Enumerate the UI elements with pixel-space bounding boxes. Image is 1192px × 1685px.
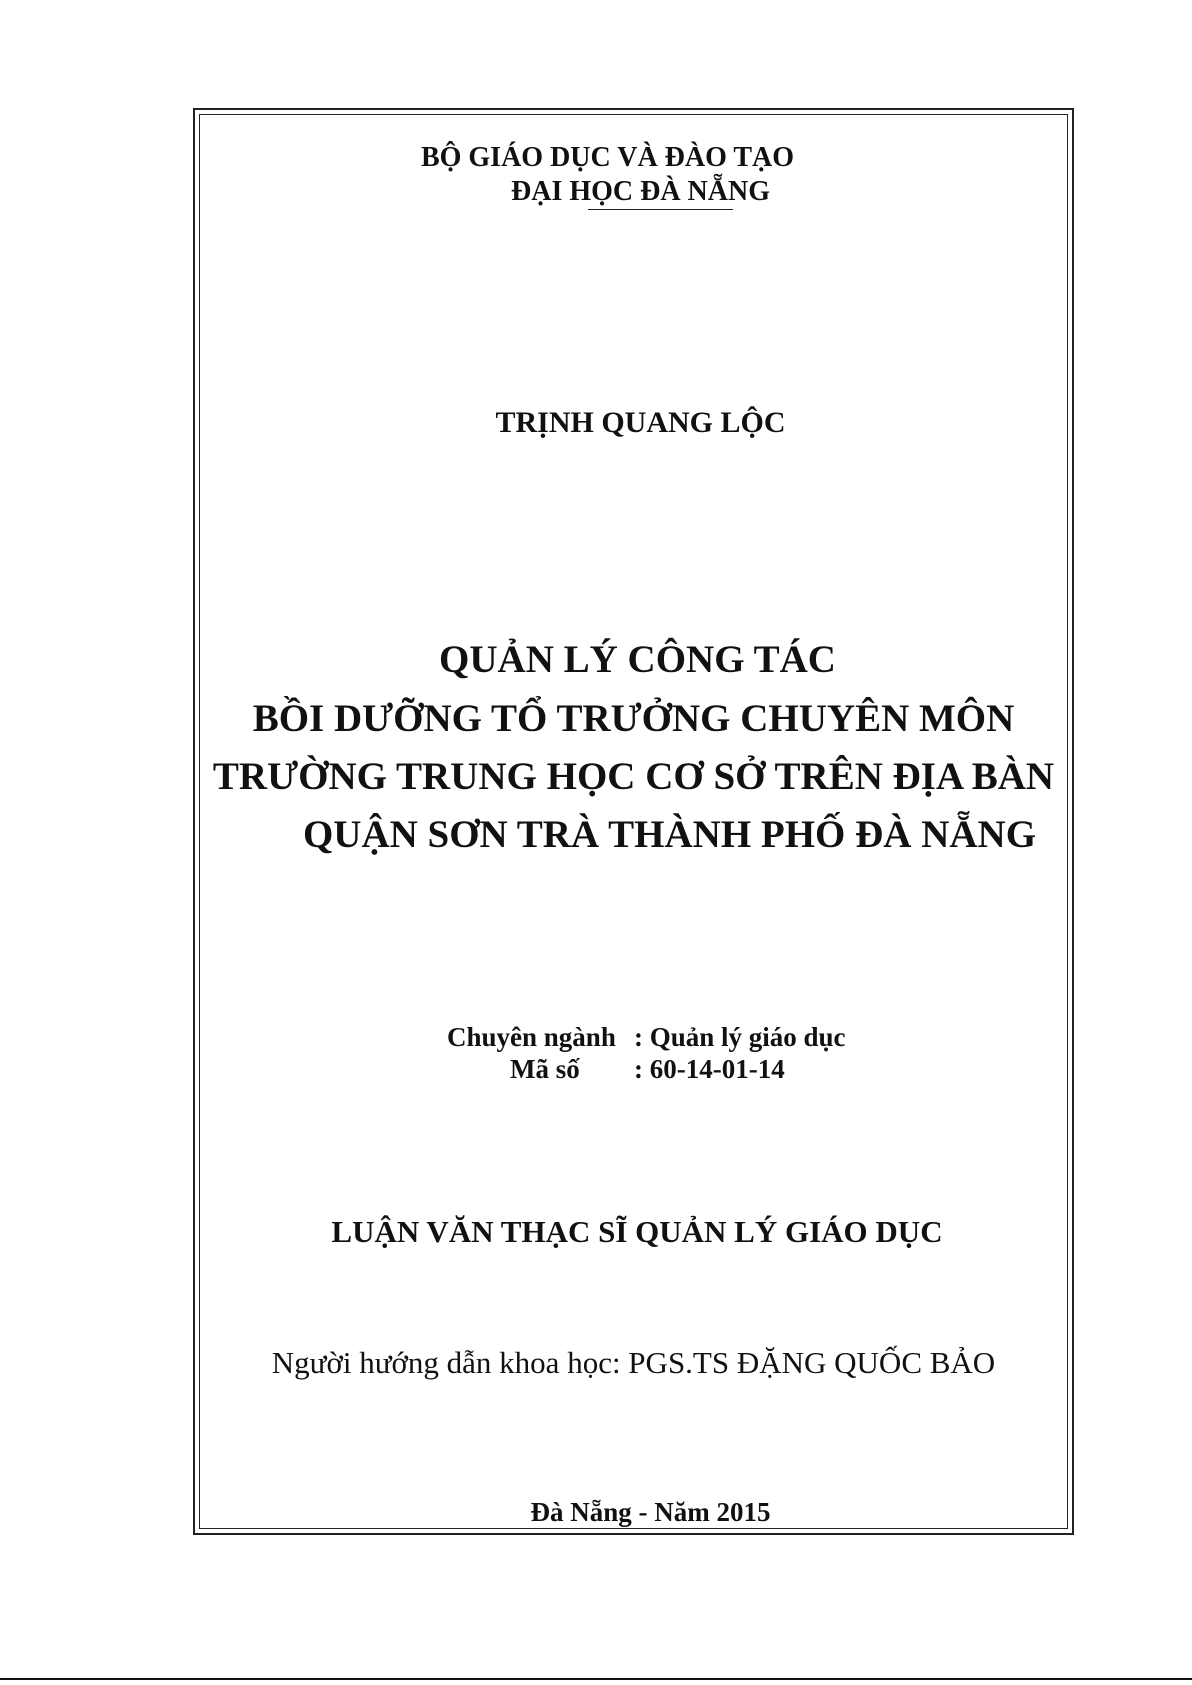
thesis-title-line-3: TRƯỜNG TRUNG HỌC CƠ SỞ TRÊN ĐỊA BÀN [212, 755, 1055, 798]
ministry-name: BỘ GIÁO DỤC VÀ ĐÀO TẠO [420, 142, 795, 173]
thesis-type: LUẬN VĂN THẠC SĨ QUẢN LÝ GIÁO DỤC [331, 1214, 943, 1249]
university-name: ĐẠI HỌC ĐÀ NẴNG [511, 176, 770, 207]
specialization-label: Chuyên ngành [447, 1022, 616, 1052]
specialization-value: : Quản lý giáo dục [634, 1022, 846, 1052]
code-label: Mã số [510, 1054, 580, 1084]
thesis-title-line-2: BỒI DƯỠNG TỔ TRƯỞNG CHUYÊN MÔN [252, 697, 1015, 740]
place-year: Đà Nẵng - Năm 2015 [530, 1497, 771, 1527]
author-name: TRỊNH QUANG LỘC [495, 406, 786, 439]
advisor: Người hướng dẫn khoa học: PGS.TS ĐẶNG QUỐC BẢO [271, 1345, 996, 1380]
university-underline [588, 209, 733, 210]
bottom-edge-rule [0, 1678, 1192, 1680]
code-value: : 60-14-01-14 [634, 1054, 785, 1084]
thesis-title-line-1: QUẢN LÝ CÔNG TÁC [439, 638, 836, 681]
thesis-title-line-4: QUẬN SƠN TRÀ THÀNH PHỐ ĐÀ NẴNG [302, 813, 1037, 856]
